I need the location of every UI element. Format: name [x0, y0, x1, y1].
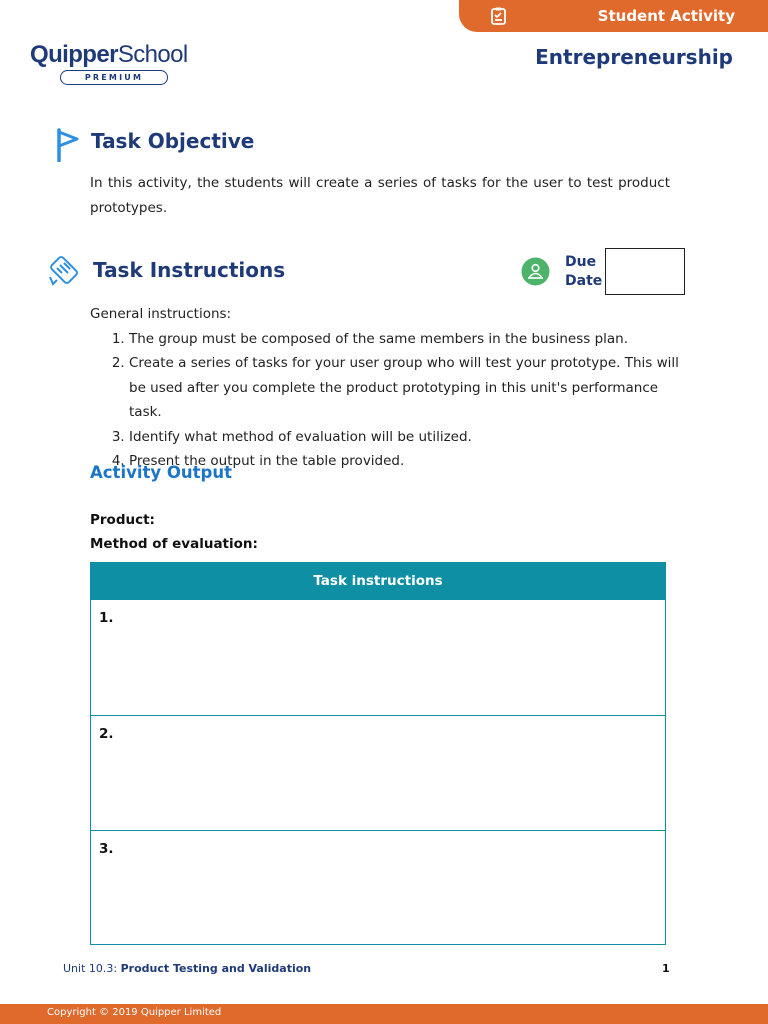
list-item: 1. The group must be composed of the same members in the business plan. [129, 327, 690, 352]
instructions-intro: General instructions: [90, 306, 232, 322]
tab-label: Student Activity [597, 7, 735, 25]
due-date-icon [521, 257, 550, 286]
clipboard-check-icon [489, 6, 509, 26]
product-label: Product: [90, 512, 155, 528]
task-instructions-heading: Task Instructions [93, 258, 286, 282]
subject-title: Entrepreneurship [535, 45, 733, 69]
logo-school-text: School [117, 41, 188, 68]
instructions-list [90, 327, 690, 474]
instructions-icon [47, 253, 81, 287]
list-item: 2. Create a series of tasks for your user group who will test your prototype. This will be used after you complete the product prototyping in this unit's performance task. [129, 351, 690, 425]
page-number: 1 [662, 962, 670, 975]
list-item: 3. Identify what method of evaluation will be utilized. [129, 425, 690, 450]
quipper-school-logo [30, 43, 188, 85]
row-number: 2. [99, 726, 114, 742]
activity-output-heading: Activity Output [90, 463, 232, 482]
row-number: 3. [99, 841, 114, 857]
unit-prefix: Unit 10.3: [63, 962, 121, 975]
copyright-text: Copyright © 2019 Quipper Limited [47, 1007, 222, 1018]
task-instructions-table [90, 562, 666, 945]
task-objective-text: In this activity, the students will create a series of tasks for the user to test product prototypes. [90, 175, 670, 216]
row-number: 1. [99, 610, 114, 626]
flag-icon [55, 128, 81, 162]
due-date-label: Due Date [565, 254, 603, 289]
premium-badge: PREMIUM [60, 70, 168, 85]
logo-quipper-text: Quipper [30, 41, 118, 68]
general-instructions [90, 302, 690, 474]
table-row[interactable] [91, 830, 665, 944]
table-row[interactable] [91, 600, 665, 715]
footer-bar [0, 1004, 768, 1024]
due-date-field[interactable] [605, 248, 685, 295]
footer-unit [63, 962, 311, 975]
table-row[interactable] [91, 715, 665, 830]
list-item: 4. Present the output in the table provided. [129, 449, 690, 474]
table-header: Task instructions [91, 563, 665, 600]
task-objective-heading: Task Objective [91, 129, 255, 153]
unit-title: Product Testing and Validation [120, 962, 312, 975]
student-activity-tab [459, 0, 768, 32]
method-of-evaluation-label: Method of evaluation: [90, 536, 258, 552]
